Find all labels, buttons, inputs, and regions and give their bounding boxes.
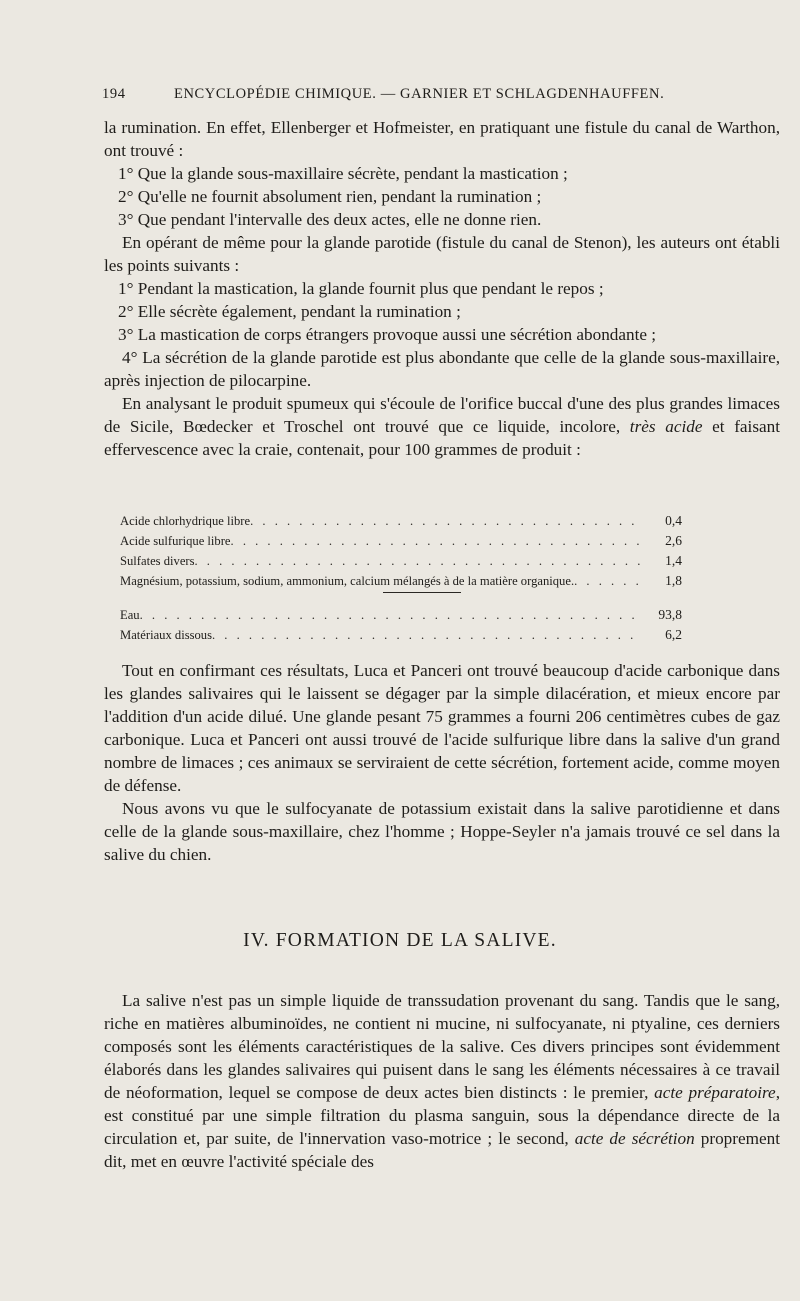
row-value: 6,2 (665, 627, 682, 642)
italic-term: acte de sécrétion (574, 1129, 695, 1148)
table-row (120, 625, 682, 645)
row-value: 1,8 (665, 573, 682, 588)
table-row (120, 531, 682, 551)
text-run: La salive n'est pas un simple liquide de transsudation provenant du sang. Tandis que le sang, riche en matières albuminoïdes, ne contient ni mucine, ni sulfocyanate, ni ptyaline, ces derniers composés sont les éléments caractéristiques de la salive. Ces divers principes sont évidemment élaborés dans les glandes salivaires qui puisent dans le sang les éléments nécessaires à ce travail de néoformation, lequel se compose de deux actes bien distincts : le premier, (104, 991, 780, 1102)
row-label: Acide sulfurique libre (120, 534, 231, 548)
row-label: Sulfates divers (120, 554, 195, 568)
paragraph: Tout en confirmant ces résultats, Luca et Panceri ont trouvé beaucoup d'acide carbonique dans les glandes salivaires qui le laissent se dégager par la simple dilacération, et mieux encore par l'addition d'un acide dilué. Une glande pesant 75 grammes a fourni 206 centimètres cubes de gaz carbonique. Luca et Panceri ont aussi trouvé de l'acide sulfurique libre dans la salive d'un grand nombre de limaces ; ces animaux se serviraient de cette sécrétion, fortement acide, comme moyen de défense. (104, 661, 780, 795)
list-item: 2° Qu'elle ne fournit absolument rien, pendant la rumination ; (118, 187, 542, 206)
row-label: Magnésium, potassium, sodium, ammonium, calcium mélangés à de la matière organique. (120, 574, 575, 588)
list-item: 1° Que la glande sous-maxillaire sécrète, pendant la mastication ; (118, 164, 568, 183)
block-formation (104, 989, 780, 1173)
row-label: Acide chlorhydrique libre (120, 514, 251, 528)
block-carbonic-acid (104, 659, 780, 866)
paragraph: En opérant de même pour la glande parotide (fistule du canal de Stenon), les auteurs ont établi les points suivants : (104, 233, 780, 275)
composition-table-acids (120, 511, 682, 591)
row-value: 0,4 (665, 513, 682, 528)
row-label: Eau (120, 608, 140, 622)
text-run: proprement dit, met en œuvre l'activité spéciale des (104, 1129, 780, 1171)
list-item: 3° La mastication de corps étrangers provoque aussi une sécrétion abondante ; (118, 325, 657, 344)
page-number: 194 (102, 86, 126, 102)
section-heading: IV. FORMATION DE LA SALIVE. (243, 930, 557, 951)
italic-term: acte préparatoire (654, 1083, 776, 1102)
paragraph: la rumination. En effet, Ellenberger et Hofmeister, en pratiquant une fistule du canal de Warthon, ont trouvé : (104, 118, 780, 160)
row-value: 2,6 (665, 533, 682, 548)
analysis-italic: très acide (629, 417, 703, 436)
running-title: ENCYCLOPÉDIE CHIMIQUE. — GARNIER ET SCHLAGDENHAUFFEN. (174, 86, 665, 102)
analysis-text-b: et faisant effervescence avec la craie, contenait, pour 100 grammes de produit : (104, 417, 781, 459)
list-item: 3° Que pendant l'intervalle des deux actes, elle ne donne rien. (118, 210, 542, 229)
table-divider (383, 592, 461, 593)
table-row (120, 511, 682, 531)
list-item: 2° Elle sécrète également, pendant la rumination ; (118, 302, 461, 321)
paragraph-analysis (104, 392, 780, 461)
row-value: 1,4 (665, 553, 682, 568)
composition-table-water (120, 605, 682, 645)
text-run: , est constitué par une simple filtration du plasma sanguin, sous la dépendance directe de la circulation et, par suite, de l'innervation vaso-motrice ; le second, (104, 1083, 780, 1148)
list-item: 4° La sécrétion de la glande parotide est plus abondante que celle de la glande sous-maxillaire, après injection de pilocarpine. (104, 348, 780, 390)
row-label: Matériaux dissous (120, 628, 212, 642)
table-row (120, 551, 682, 571)
row-value: 93,8 (658, 607, 682, 622)
analysis-text-a: En analysant le produit spumeux qui s'écoule de l'orifice buccal d'une des plus grandes limaces de Sicile, Bœdecker et Troschel ont trouvé que ce liquide, incolore, (104, 394, 780, 436)
paragraph (104, 989, 780, 1173)
table-row (120, 571, 682, 591)
paragraph: Nous avons vu que le sulfocyanate de potassium existait dans la salive parotidienne et dans celle de la glande sous-maxillaire, chez l'homme ; Hoppe-Seyler n'a jamais trouvé ce sel dans la salive du chien. (104, 799, 780, 864)
list-item: 1° Pendant la mastication, la glande fournit plus que pendant le repos ; (118, 279, 604, 298)
block-ruminant-saliva (104, 116, 780, 461)
table-row (120, 605, 682, 625)
